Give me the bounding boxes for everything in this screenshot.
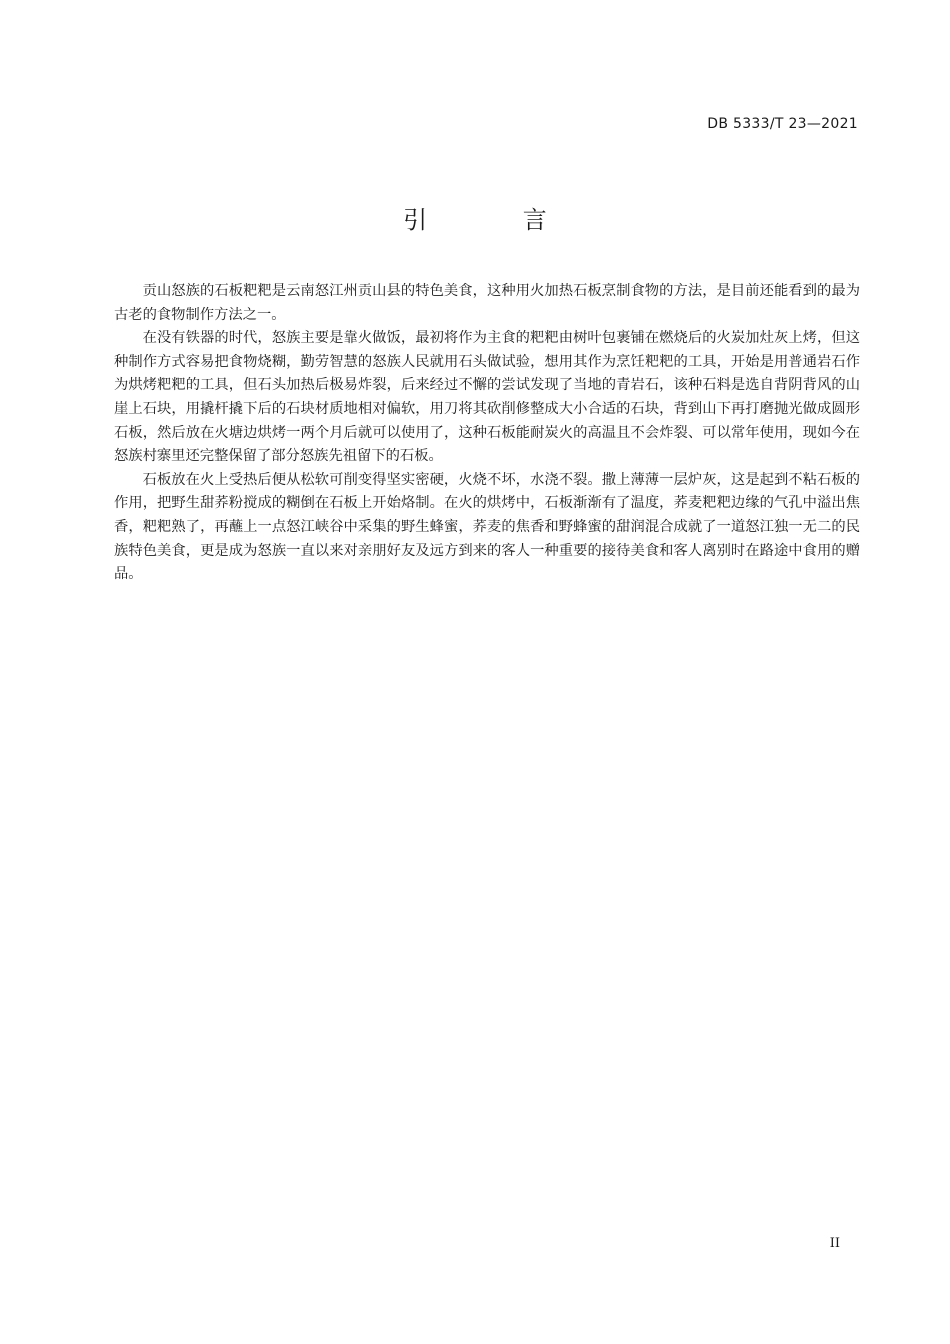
page-number: II — [829, 1236, 840, 1251]
paragraph-3: 石板放在火上受热后便从松软可削变得坚实密硬，火烧不坏，水浇不裂。撒上薄薄一层炉灰，这是起到不粘石板的作用，把野生甜荞粉搅成的糊倒在石板上开始烙制。在火的烘烤中，石板渐渐有了温度，荞麦粑粑边缘的气孔中溢出焦香，粑粑熟了，再蘸上一点怒江峡谷中采集的野生蜂蜜，荞麦的焦香和野蜂蜜的甜润混合成就了一道怒江独一无二的民族特色美食，更是成为怒族一直以来对亲朋好友及远方到来的客人一种重要的接待美食和客人离别时在路途中食用的赠品。 — [114, 471, 860, 583]
paragraph-1: 贡山怒族的石板粑粑是云南怒江州贡山县的特色美食，这种用火加热石板烹制食物的方法，是目前还能看到的最为古老的食物制作方法之一。 — [114, 283, 860, 323]
page-title: 引 言 — [403, 206, 591, 234]
document-code: DB 5333/T 23—2021 — [707, 116, 858, 132]
paragraph-2: 在没有铁器的时代，怒族主要是靠火做饭，最初将作为主食的粑粑由树叶包裹铺在燃烧后的火炭加灶灰上烤，但这种制作方式容易把食物烧糊，勤劳智慧的怒族人民就用石头做试验，想用其作为烹饪粑粑的工具，开始是用普通岩石作为烘烤粑粑的工具，但石头加热后极易炸裂，后来经过不懈的尝试发现了当地的青岩石，该种石料是选自背阴背风的山崖上石块，用撬杆撬下后的石块材质地相对偏软，用刀将其砍削修整成大小合适的石块，背到山下再打磨抛光做成圆形石板，然后放在火塘边烘烤一两个月后就可以使用了，这种石板能耐炭火的高温且不会炸裂、可以常年使用，现如今在怒族村寨里还完整保留了部分怒族先祖留下的石板。 — [114, 330, 860, 465]
body-text — [114, 280, 860, 587]
